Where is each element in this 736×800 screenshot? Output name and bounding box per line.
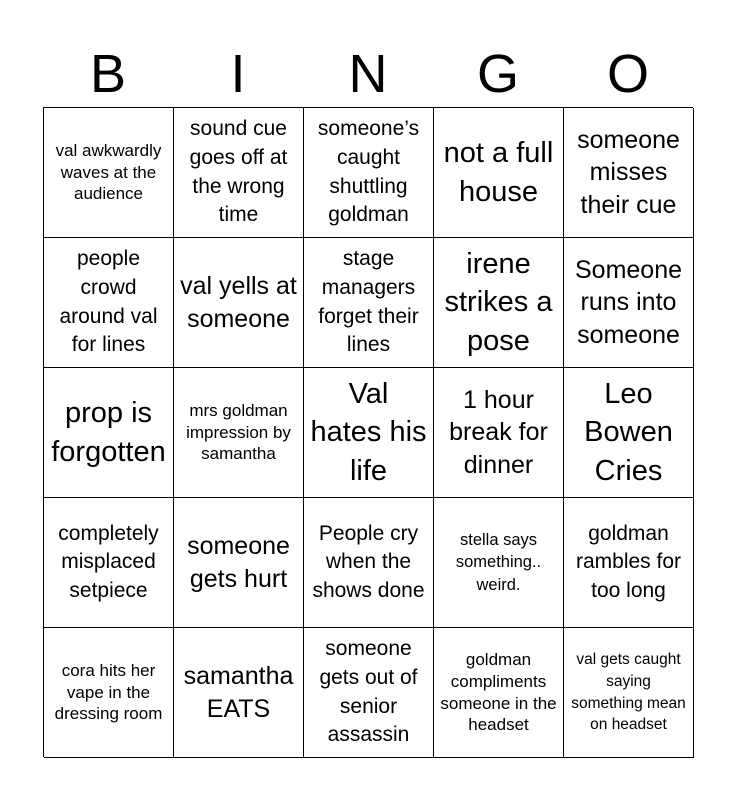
bingo-cell[interactable] xyxy=(564,498,694,628)
bingo-cell[interactable] xyxy=(564,368,694,498)
bingo-cell[interactable] xyxy=(434,238,564,368)
bingo-cell[interactable] xyxy=(564,628,694,758)
cell-text: not a full house xyxy=(443,137,554,208)
cell-text: 1 hour break for dinner xyxy=(449,385,548,479)
cell-text: Someone runs into someone xyxy=(574,255,683,349)
bingo-cell[interactable] xyxy=(304,238,434,368)
cell-text: irene strikes a pose xyxy=(444,248,553,357)
header-letter-i: I xyxy=(230,44,246,104)
bingo-cell[interactable] xyxy=(434,368,564,498)
bingo-cell[interactable] xyxy=(304,628,434,758)
cell-text: someone misses their cue xyxy=(577,125,680,219)
cell-text: someone’s caught shuttling goldman xyxy=(317,117,420,227)
bingo-header xyxy=(43,40,693,108)
bingo-cell[interactable] xyxy=(44,368,174,498)
cell-text: goldman rambles for too long xyxy=(575,521,682,602)
header-letter-g: G xyxy=(476,44,519,104)
bingo-cell[interactable] xyxy=(44,238,174,368)
cell-text: people crowd around val for lines xyxy=(59,247,158,357)
cell-text: Leo Bowen Cries xyxy=(584,378,673,487)
cell-text: val awkwardly waves at the audience xyxy=(55,140,162,204)
cell-text: mrs goldman impression by samantha xyxy=(186,400,291,464)
cell-text: stage managers forget their lines xyxy=(318,247,419,357)
bingo-cell[interactable] xyxy=(564,108,694,238)
cell-text: cora hits her vape in the dressing room xyxy=(54,660,163,724)
bingo-cell[interactable] xyxy=(304,498,434,628)
bingo-cell[interactable] xyxy=(44,628,174,758)
bingo-cell[interactable] xyxy=(44,498,174,628)
bingo-board xyxy=(43,107,693,757)
cell-text: Val hates his life xyxy=(310,378,427,487)
cell-text: samantha EATS xyxy=(183,662,294,723)
bingo-cell[interactable] xyxy=(434,498,564,628)
cell-text: val gets caught saying something mean on headset xyxy=(571,651,686,734)
cell-text: prop is forgotten xyxy=(51,397,166,468)
bingo-cell[interactable] xyxy=(434,108,564,238)
bingo-cell[interactable] xyxy=(174,108,304,238)
header-letter-b: B xyxy=(89,44,127,104)
bingo-cell[interactable] xyxy=(564,238,694,368)
bingo-cell[interactable] xyxy=(304,368,434,498)
cell-text: stella says something.. weird. xyxy=(455,531,542,594)
bingo-cell[interactable] xyxy=(434,628,564,758)
cell-text: someone gets out of senior assassin xyxy=(319,637,418,747)
bingo-cell[interactable] xyxy=(44,108,174,238)
bingo-cell[interactable] xyxy=(174,628,304,758)
bingo-cell[interactable] xyxy=(174,368,304,498)
cell-text: goldman compliments someone in the headset xyxy=(440,650,557,735)
bingo-cell[interactable] xyxy=(304,108,434,238)
cell-text: sound cue goes off at the wrong time xyxy=(189,117,288,227)
cell-text: someone gets hurt xyxy=(187,532,290,593)
cell-text: completely misplaced setpiece xyxy=(58,521,159,602)
bingo-cell[interactable] xyxy=(174,498,304,628)
header-letter-o: O xyxy=(606,44,649,104)
bingo-cell[interactable] xyxy=(174,238,304,368)
cell-text: People cry when the shows done xyxy=(312,521,425,602)
cell-text: val yells at someone xyxy=(180,272,297,333)
header-letter-n: N xyxy=(348,44,388,104)
